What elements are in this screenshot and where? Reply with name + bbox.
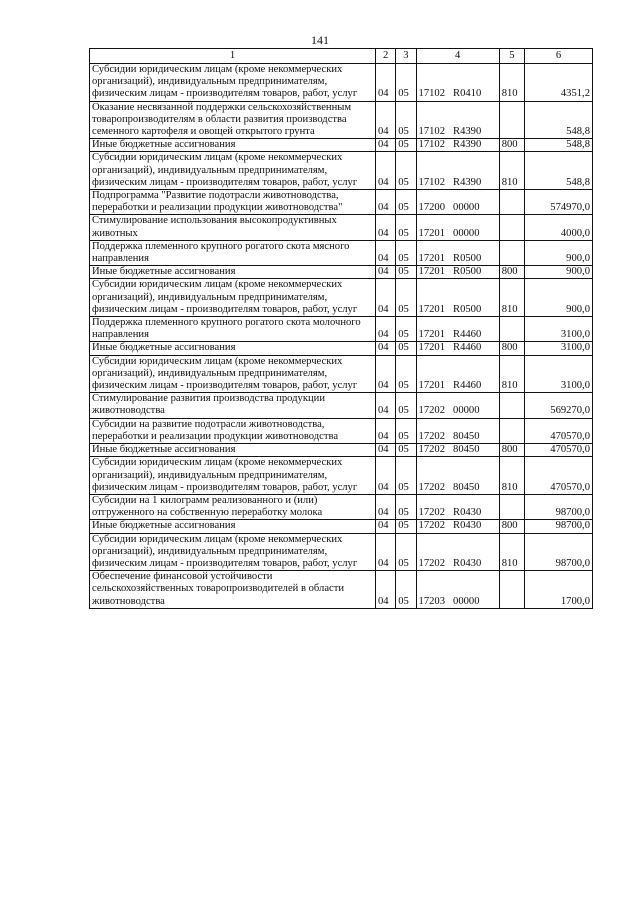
target-article-cell bbox=[416, 533, 499, 571]
target-article-code-b: R4460 bbox=[453, 342, 482, 354]
section-code-cell: 04 bbox=[375, 533, 395, 571]
subsection-code-cell: 05 bbox=[396, 393, 416, 418]
target-article-cell bbox=[416, 457, 499, 495]
target-article-code-a: 17201 bbox=[418, 227, 446, 239]
amount-cell: 3100,0 bbox=[525, 342, 593, 355]
subsection-code-cell: 05 bbox=[396, 101, 416, 139]
expense-type-cell bbox=[499, 190, 524, 215]
column-header: 2 bbox=[375, 49, 395, 64]
amount-cell: 98700,0 bbox=[525, 533, 593, 571]
amount-cell: 470570,0 bbox=[525, 457, 593, 495]
amount-cell: 3100,0 bbox=[525, 355, 593, 393]
item-name-cell: Субсидии на развитие подотрасли животноводства, переработки и реализации продукции животноводства bbox=[90, 418, 376, 443]
amount-cell: 548,8 bbox=[525, 139, 593, 152]
target-article-code-b: R4390 bbox=[453, 176, 482, 188]
target-article-code-a: 17201 bbox=[418, 380, 446, 392]
item-name-cell: Субсидии юридическим лицам (кроме некоммерческих организаций), индивидуальным предпринимателям, физическим лицам - производителям товаров, работ, услуг bbox=[90, 152, 376, 190]
section-code-cell: 04 bbox=[375, 520, 395, 533]
subsection-code-cell: 05 bbox=[396, 457, 416, 495]
target-article-code-b: R0410 bbox=[453, 88, 482, 100]
target-article-code-b: R0430 bbox=[453, 507, 482, 519]
target-article-cell bbox=[416, 355, 499, 393]
target-article-code-a: 17102 bbox=[418, 139, 446, 151]
expense-type-cell: 810 bbox=[499, 533, 524, 571]
target-article-code-b: R0500 bbox=[453, 253, 482, 265]
target-article-code-a: 17102 bbox=[418, 88, 446, 100]
target-article-code-b: R0500 bbox=[453, 266, 482, 278]
target-article-cell bbox=[416, 64, 499, 102]
target-article-cell bbox=[416, 494, 499, 519]
table-header-row bbox=[90, 49, 593, 64]
section-code-cell: 04 bbox=[375, 457, 395, 495]
column-header: 6 bbox=[525, 49, 593, 64]
table-row bbox=[90, 520, 593, 533]
target-article-code-a: 17202 bbox=[418, 430, 446, 442]
item-name-cell: Субсидии юридическим лицам (кроме некоммерческих организаций), индивидуальным предпринимателям, физическим лицам - производителям товаров, работ, услуг bbox=[90, 355, 376, 393]
section-code-cell: 04 bbox=[375, 355, 395, 393]
target-article-code-b: 80450 bbox=[453, 444, 480, 456]
target-article-code-b: R4460 bbox=[453, 380, 482, 392]
expense-type-cell bbox=[499, 494, 524, 519]
amount-cell: 4000,0 bbox=[525, 215, 593, 240]
target-article-cell bbox=[416, 393, 499, 418]
target-article-code-a: 17102 bbox=[418, 126, 446, 138]
amount-cell: 98700,0 bbox=[525, 494, 593, 519]
subsection-code-cell: 05 bbox=[396, 355, 416, 393]
target-article-code-b: R0430 bbox=[453, 520, 482, 532]
target-article-cell bbox=[416, 418, 499, 443]
subsection-code-cell: 05 bbox=[396, 494, 416, 519]
table-row bbox=[90, 240, 593, 265]
subsection-code-cell: 05 bbox=[396, 520, 416, 533]
target-article-code-b: 80450 bbox=[453, 481, 480, 493]
table-row bbox=[90, 139, 593, 152]
subsection-code-cell: 05 bbox=[396, 152, 416, 190]
subsection-code-cell: 05 bbox=[396, 279, 416, 317]
section-code-cell: 04 bbox=[375, 101, 395, 139]
section-code-cell: 04 bbox=[375, 418, 395, 443]
subsection-code-cell: 05 bbox=[396, 240, 416, 265]
target-article-code-a: 17201 bbox=[418, 266, 446, 278]
item-name-cell: Иные бюджетные ассигнования bbox=[90, 520, 376, 533]
target-article-code-a: 17202 bbox=[418, 557, 446, 569]
table-row bbox=[90, 393, 593, 418]
expense-type-cell bbox=[499, 240, 524, 265]
target-article-code-a: 17202 bbox=[418, 520, 446, 532]
target-article-code-b: R4390 bbox=[453, 139, 482, 151]
item-name-cell: Оказание несвязанной поддержки сельскохозяйственным товаропроизводителям в области развития производства семенного картофеля и овощей открытого грунта bbox=[90, 101, 376, 139]
expense-type-cell: 810 bbox=[499, 355, 524, 393]
amount-cell: 470570,0 bbox=[525, 444, 593, 457]
column-header: 1 bbox=[90, 49, 376, 64]
expense-type-cell: 800 bbox=[499, 444, 524, 457]
target-article-cell bbox=[416, 279, 499, 317]
table-row bbox=[90, 494, 593, 519]
target-article-cell bbox=[416, 571, 499, 609]
target-article-cell bbox=[416, 152, 499, 190]
expense-type-cell: 800 bbox=[499, 520, 524, 533]
amount-cell: 3100,0 bbox=[525, 317, 593, 342]
section-code-cell: 04 bbox=[375, 152, 395, 190]
section-code-cell: 04 bbox=[375, 139, 395, 152]
target-article-cell bbox=[416, 342, 499, 355]
target-article-code-b: R4390 bbox=[453, 126, 482, 138]
table-row bbox=[90, 317, 593, 342]
amount-cell: 900,0 bbox=[525, 240, 593, 265]
item-name-cell: Иные бюджетные ассигнования bbox=[90, 444, 376, 457]
expense-type-cell bbox=[499, 418, 524, 443]
target-article-cell bbox=[416, 520, 499, 533]
expense-type-cell: 800 bbox=[499, 139, 524, 152]
subsection-code-cell: 05 bbox=[396, 571, 416, 609]
subsection-code-cell: 05 bbox=[396, 266, 416, 279]
target-article-code-a: 17201 bbox=[418, 342, 446, 354]
amount-cell: 900,0 bbox=[525, 266, 593, 279]
item-name-cell: Субсидии юридическим лицам (кроме некоммерческих организаций), индивидуальным предпринимателям, физическим лицам - производителям товаров, работ, услуг bbox=[90, 533, 376, 571]
target-article-code-b: 80450 bbox=[453, 430, 480, 442]
subsection-code-cell: 05 bbox=[396, 444, 416, 457]
target-article-code-a: 17201 bbox=[418, 303, 446, 315]
target-article-code-b: R0500 bbox=[453, 303, 482, 315]
expense-type-cell: 810 bbox=[499, 152, 524, 190]
section-code-cell: 04 bbox=[375, 190, 395, 215]
subsection-code-cell: 05 bbox=[396, 317, 416, 342]
target-article-code-b: 00000 bbox=[453, 202, 480, 214]
table-row bbox=[90, 355, 593, 393]
expense-type-cell: 810 bbox=[499, 279, 524, 317]
target-article-code-a: 17202 bbox=[418, 444, 446, 456]
item-name-cell: Поддержка племенного крупного рогатого скота молочного направления bbox=[90, 317, 376, 342]
budget-table bbox=[89, 48, 593, 609]
table-row bbox=[90, 266, 593, 279]
target-article-cell bbox=[416, 215, 499, 240]
item-name-cell: Субсидии юридическим лицам (кроме некоммерческих организаций), индивидуальным предпринимателям, физическим лицам - производителям товаров, работ, услуг bbox=[90, 64, 376, 102]
item-name-cell: Субсидии юридическим лицам (кроме некоммерческих организаций), индивидуальным предпринимателям, физическим лицам - производителям товаров, работ, услуг bbox=[90, 279, 376, 317]
target-article-code-a: 17202 bbox=[418, 507, 446, 519]
table-row bbox=[90, 342, 593, 355]
item-name-cell: Иные бюджетные ассигнования bbox=[90, 139, 376, 152]
target-article-code-a: 17201 bbox=[418, 253, 446, 265]
target-article-cell bbox=[416, 240, 499, 265]
target-article-code-a: 17200 bbox=[418, 202, 446, 214]
target-article-cell bbox=[416, 139, 499, 152]
table-row bbox=[90, 190, 593, 215]
target-article-code-b: R4460 bbox=[453, 329, 482, 341]
expense-type-cell: 810 bbox=[499, 457, 524, 495]
expense-type-cell bbox=[499, 571, 524, 609]
amount-cell: 1700,0 bbox=[525, 571, 593, 609]
item-name-cell: Иные бюджетные ассигнования bbox=[90, 342, 376, 355]
table-row bbox=[90, 101, 593, 139]
amount-cell: 4351,2 bbox=[525, 64, 593, 102]
target-article-code-a: 17203 bbox=[418, 595, 446, 607]
target-article-code-b: R0430 bbox=[453, 557, 482, 569]
section-code-cell: 04 bbox=[375, 64, 395, 102]
amount-cell: 98700,0 bbox=[525, 520, 593, 533]
amount-cell: 548,8 bbox=[525, 152, 593, 190]
section-code-cell: 04 bbox=[375, 240, 395, 265]
table-row bbox=[90, 418, 593, 443]
amount-cell: 569270,0 bbox=[525, 393, 593, 418]
target-article-cell bbox=[416, 101, 499, 139]
table-row bbox=[90, 64, 593, 102]
section-code-cell: 04 bbox=[375, 215, 395, 240]
column-header: 5 bbox=[499, 49, 524, 64]
item-name-cell: Иные бюджетные ассигнования bbox=[90, 266, 376, 279]
target-article-code-b: 00000 bbox=[453, 227, 480, 239]
subsection-code-cell: 05 bbox=[396, 342, 416, 355]
target-article-cell bbox=[416, 190, 499, 215]
item-name-cell: Стимулирование развития производства продукции животноводства bbox=[90, 393, 376, 418]
amount-cell: 900,0 bbox=[525, 279, 593, 317]
subsection-code-cell: 05 bbox=[396, 64, 416, 102]
expense-type-cell: 800 bbox=[499, 266, 524, 279]
target-article-code-b: 00000 bbox=[453, 595, 480, 607]
table-row bbox=[90, 457, 593, 495]
expense-type-cell: 810 bbox=[499, 64, 524, 102]
item-name-cell: Стимулирование использования высокопродуктивных животных bbox=[90, 215, 376, 240]
expense-type-cell bbox=[499, 393, 524, 418]
subsection-code-cell: 05 bbox=[396, 418, 416, 443]
item-name-cell: Субсидии на 1 килограмм реализованного и (или) отгруженного на собственную переработку молока bbox=[90, 494, 376, 519]
section-code-cell: 04 bbox=[375, 571, 395, 609]
section-code-cell: 04 bbox=[375, 444, 395, 457]
subsection-code-cell: 05 bbox=[396, 190, 416, 215]
table-row bbox=[90, 215, 593, 240]
subsection-code-cell: 05 bbox=[396, 533, 416, 571]
target-article-code-a: 17102 bbox=[418, 176, 446, 188]
section-code-cell: 04 bbox=[375, 494, 395, 519]
target-article-code-a: 17201 bbox=[418, 329, 446, 341]
target-article-cell bbox=[416, 317, 499, 342]
item-name-cell: Подпрограмма "Развитие подотрасли животноводства, переработки и реализации продукции животноводства" bbox=[90, 190, 376, 215]
amount-cell: 548,8 bbox=[525, 101, 593, 139]
column-header: 4 bbox=[416, 49, 499, 64]
section-code-cell: 04 bbox=[375, 279, 395, 317]
amount-cell: 470570,0 bbox=[525, 418, 593, 443]
item-name-cell: Поддержка племенного крупного рогатого скота мясного направления bbox=[90, 240, 376, 265]
target-article-cell bbox=[416, 266, 499, 279]
item-name-cell: Обеспечение финансовой устойчивости сельскохозяйственных товаропроизводителей в области животноводства bbox=[90, 571, 376, 609]
table-row bbox=[90, 533, 593, 571]
column-header: 3 bbox=[396, 49, 416, 64]
table-row bbox=[90, 152, 593, 190]
section-code-cell: 04 bbox=[375, 393, 395, 418]
target-article-code-b: 00000 bbox=[453, 405, 480, 417]
target-article-code-a: 17202 bbox=[418, 481, 446, 493]
expense-type-cell bbox=[499, 317, 524, 342]
section-code-cell: 04 bbox=[375, 342, 395, 355]
table-row bbox=[90, 444, 593, 457]
section-code-cell: 04 bbox=[375, 266, 395, 279]
target-article-cell bbox=[416, 444, 499, 457]
table-row bbox=[90, 571, 593, 609]
amount-cell: 574970,0 bbox=[525, 190, 593, 215]
item-name-cell: Субсидии юридическим лицам (кроме некоммерческих организаций), индивидуальным предпринимателям, физическим лицам - производителям товаров, работ, услуг bbox=[90, 457, 376, 495]
expense-type-cell bbox=[499, 101, 524, 139]
expense-type-cell bbox=[499, 215, 524, 240]
subsection-code-cell: 05 bbox=[396, 139, 416, 152]
expense-type-cell: 800 bbox=[499, 342, 524, 355]
table-row bbox=[90, 279, 593, 317]
subsection-code-cell: 05 bbox=[396, 215, 416, 240]
page-number: 141 bbox=[311, 33, 329, 47]
target-article-code-a: 17202 bbox=[418, 405, 446, 417]
section-code-cell: 04 bbox=[375, 317, 395, 342]
